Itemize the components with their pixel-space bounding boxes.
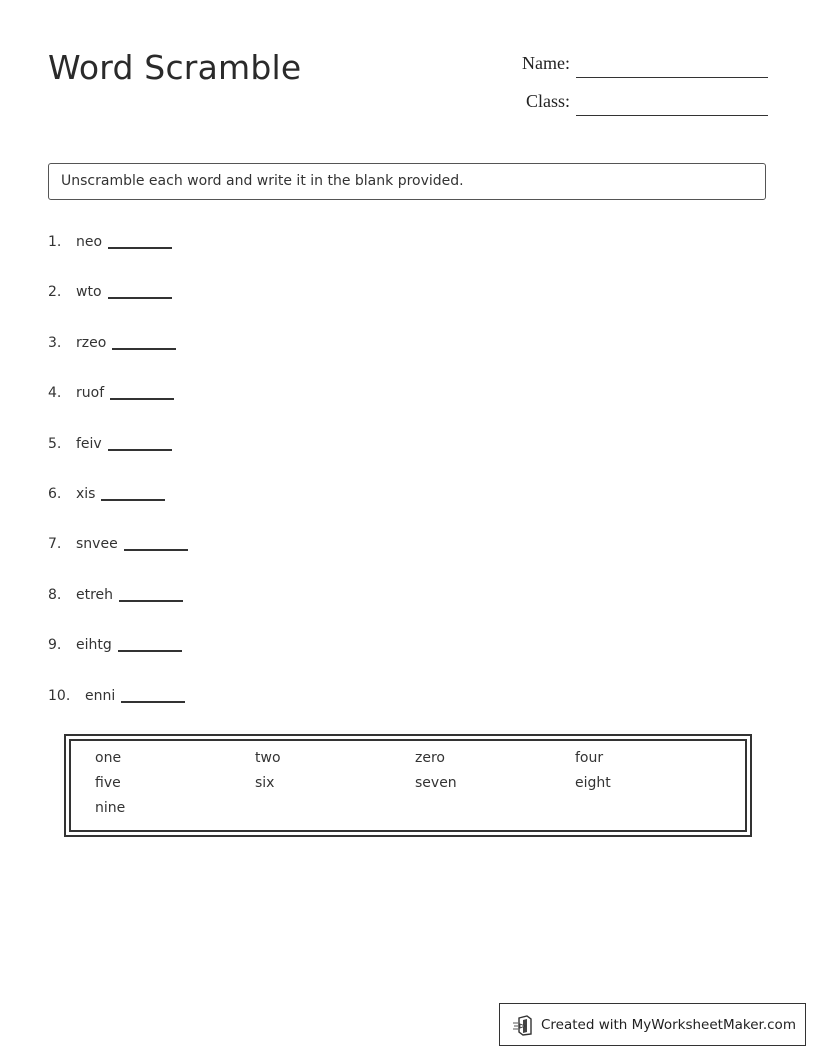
scrambled-word: neo (76, 234, 103, 250)
question-item (48, 230, 448, 280)
worksheet-maker-logo-icon (512, 1014, 534, 1036)
scrambled-word: wto (76, 284, 102, 301)
scrambled-word: snvee (76, 536, 118, 553)
question-number: 2. (48, 284, 62, 301)
question-number: 10. (48, 687, 71, 704)
question-item (48, 583, 448, 633)
scrambled-word: feiv (76, 435, 102, 452)
scrambled-word: etreh (76, 586, 114, 603)
question-number: 9. (48, 637, 62, 654)
word-bank-grid (95, 750, 735, 816)
footer-text: Created with MyWorksheetMaker.com (541, 1016, 796, 1033)
word-bank-inner-border (69, 739, 747, 832)
question-item (48, 532, 448, 582)
question-number: 8. (48, 586, 62, 603)
question-list (48, 230, 448, 734)
question-item (48, 684, 448, 734)
question-item (48, 381, 448, 431)
answer-blank (110, 384, 174, 400)
answer-blank (112, 334, 176, 350)
scrambled-word: enni (85, 687, 116, 704)
question-number: 7. (48, 536, 62, 553)
class-field (490, 88, 768, 116)
word-bank-item: seven (415, 775, 457, 791)
answer-blank (121, 687, 185, 703)
question-number: 3. (48, 334, 62, 351)
word-bank-item: six (255, 775, 275, 791)
question-number: 6. (48, 485, 62, 502)
question-number: 5. (48, 435, 62, 452)
word-bank-item: nine (95, 800, 126, 816)
question-item (48, 331, 448, 381)
word-bank-item: one (95, 750, 122, 766)
class-blank-line (576, 115, 768, 116)
answer-blank (118, 636, 182, 652)
word-bank-item: four (575, 750, 604, 766)
answer-blank (101, 485, 165, 501)
name-blank-line (576, 77, 768, 78)
answer-blank (108, 283, 172, 299)
page-title: Word Scramble (48, 48, 302, 87)
question-number: 4. (48, 385, 62, 402)
instructions-box: Unscramble each word and write it in the blank provided. (48, 163, 766, 200)
answer-blank (108, 233, 172, 249)
question-item (48, 633, 448, 683)
name-field (490, 50, 768, 78)
answer-blank (108, 435, 172, 451)
answer-blank (119, 586, 183, 602)
answer-blank (124, 535, 188, 551)
word-bank-item: eight (575, 775, 611, 791)
scrambled-word: xis (76, 485, 96, 502)
scrambled-word: rzeo (76, 334, 107, 351)
question-item (48, 280, 448, 330)
word-bank-item: zero (415, 750, 445, 766)
word-bank-item: two (255, 750, 281, 766)
word-bank (64, 734, 752, 837)
class-label: Class: (525, 91, 570, 111)
name-label: Name: (522, 53, 570, 73)
scrambled-word: ruof (76, 385, 105, 402)
question-item (48, 432, 448, 482)
scrambled-word: eihtg (76, 637, 112, 654)
footer-credit[interactable] (499, 1003, 806, 1046)
question-item (48, 482, 448, 532)
word-bank-item: five (95, 775, 121, 791)
question-number: 1. (48, 234, 62, 250)
